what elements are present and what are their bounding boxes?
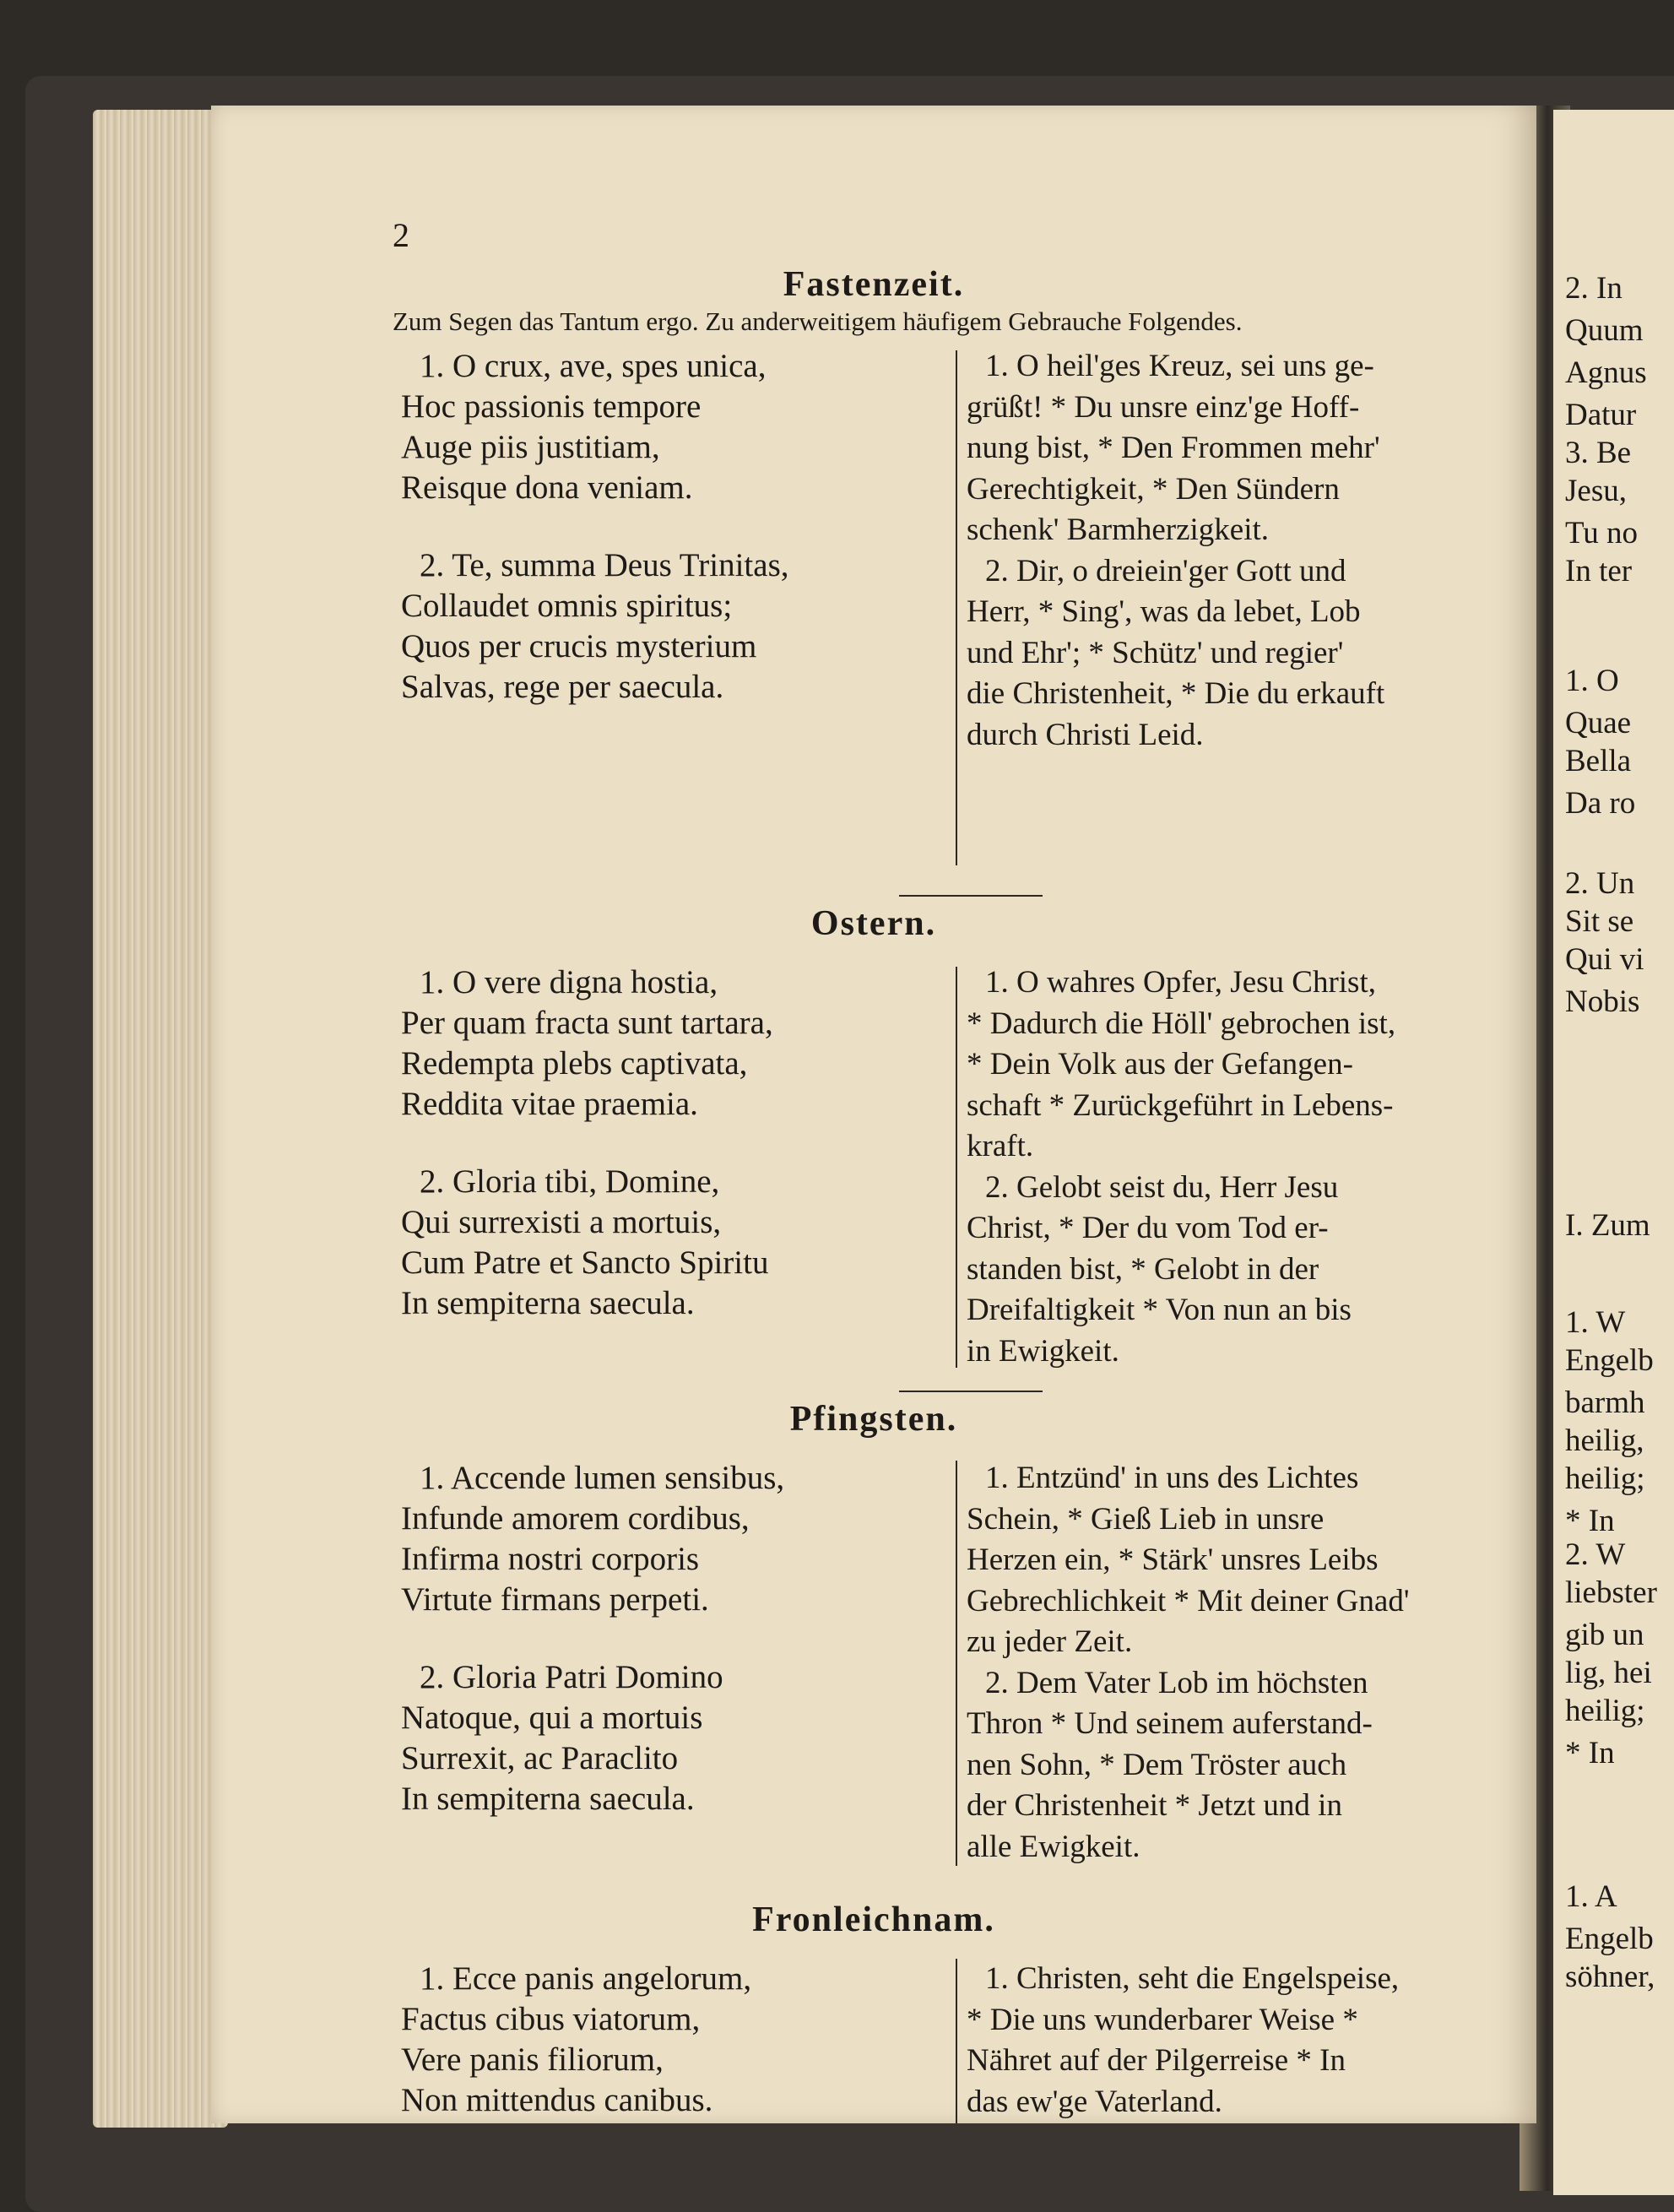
facing-page-line: 1. W: [1565, 1305, 1626, 1340]
verse-line: 2. Te, summa Deus Trinitas,: [420, 547, 789, 583]
facing-page-line: Sit se: [1565, 904, 1634, 939]
section-title-fronleichnam: Fronleichnam.: [752, 1900, 995, 1939]
verse-line: Salvas, rege per saecula.: [401, 669, 724, 705]
verse-line: 2. Dem Vater Lob im höchsten: [985, 1665, 1368, 1700]
verse-line: Virtute firmans perpeti.: [401, 1581, 709, 1618]
verse-line: in Ewigkeit.: [967, 1333, 1119, 1369]
verse-line: 1. Accende lumen sensibus,: [420, 1460, 785, 1496]
verse-line: Gebrechlichkeit * Mit deiner Gnad': [967, 1583, 1410, 1618]
page-edges: [93, 110, 228, 2128]
verse-line: 2. Gloria tibi, Domine,: [420, 1163, 720, 1200]
verse-line: Dreifaltigkeit * Von nun an bis: [967, 1293, 1352, 1327]
verse-line: Infirma nostri corporis: [401, 1541, 700, 1577]
verse-line: Thron * Und seinem auferstand-: [967, 1706, 1373, 1741]
verse-line: 1. Christen, seht die Engelspeise,: [985, 1961, 1400, 1996]
facing-page-line: gib un: [1565, 1618, 1644, 1652]
verse-line: Infunde amorem cordibus,: [401, 1500, 750, 1537]
verse-line: * Dein Volk aus der Gefangen-: [967, 1047, 1353, 1082]
verse-line: 1. O heil'ges Kreuz, sei uns ge-: [985, 349, 1374, 383]
facing-page-line: Quum: [1565, 313, 1644, 348]
german-hymn-pfingsten: [967, 1458, 1558, 1868]
verse-line: Reisque dona veniam.: [401, 469, 693, 506]
facing-page-line: barmh: [1565, 1385, 1645, 1420]
german-hymn-ostern: [967, 962, 1558, 1372]
facing-page-line: In ter: [1565, 554, 1633, 588]
verse-line: Quos per crucis mysterium: [401, 628, 757, 664]
german-verse: [967, 551, 1558, 756]
facing-page-line: * In: [1565, 1504, 1615, 1538]
verse-line: das ew'ge Vaterland.: [967, 2084, 1222, 2119]
facing-page-line: Tu no: [1565, 516, 1639, 550]
german-verse: [967, 346, 1558, 551]
verse-line: Per quam fracta sunt tartara,: [401, 1005, 773, 1041]
facing-page-line: Agnus: [1565, 355, 1647, 390]
verse-line: Collaudet omnis spiritus;: [401, 588, 733, 624]
facing-page: [1553, 110, 1674, 2195]
verse-line: In sempiterna saecula.: [401, 1285, 695, 1321]
verse-line: Natoque, qui a mortuis: [401, 1700, 703, 1736]
german-verse: [967, 1663, 1558, 1868]
section-title-ostern: Ostern.: [810, 904, 937, 943]
latin-verse: [401, 346, 941, 508]
verse-line: Vere panis filiorum,: [401, 2041, 664, 2078]
verse-line: Auge piis justitiam,: [401, 429, 660, 465]
facing-page-line: 2. W: [1565, 1537, 1626, 1572]
facing-page-line: heilig;: [1565, 1461, 1645, 1496]
verse-line: 1. O vere digna hostia,: [420, 964, 718, 1000]
verse-line: nung bist, * Den Frommen mehr': [967, 431, 1380, 465]
verse-line: 1. Ecce panis angelorum,: [420, 1960, 752, 1997]
facing-page-line: liebster: [1565, 1575, 1657, 1610]
latin-hymn-ostern: [401, 962, 941, 1324]
facing-page-line: lig, hei: [1565, 1656, 1652, 1690]
german-verse: [967, 1959, 1558, 2123]
latin-hymn-pfingsten: [401, 1458, 941, 1819]
facing-page-line: Da ro: [1565, 786, 1636, 821]
verse-line: Non mittendus canibus.: [401, 2082, 713, 2118]
facing-page-line: 1. A: [1565, 1879, 1617, 1914]
section-divider: [899, 895, 1043, 897]
verse-line: Surrexit, ac Paraclito: [401, 1740, 679, 1776]
verse-line: schenk' Barmherzigkeit.: [967, 512, 1270, 547]
facing-page-line: söhner,: [1565, 1960, 1655, 1994]
verse-line: kraft.: [967, 1129, 1034, 1163]
verse-line: Cum Patre et Sancto Spiritu: [401, 1244, 769, 1281]
facing-page-line: heilig,: [1565, 1423, 1644, 1458]
latin-hymn-fastenzeit: [401, 346, 941, 708]
verse-line: zu jeder Zeit.: [967, 1624, 1133, 1659]
verse-line: Herzen ein, * Stärk' unsres Leibs: [967, 1542, 1379, 1577]
verse-line: 1. O wahres Opfer, Jesu Christ,: [985, 965, 1376, 1000]
facing-page-line: Bella: [1565, 744, 1632, 778]
verse-line: Qui surrexisti a mortuis,: [401, 1204, 722, 1240]
latin-verse: [401, 1657, 941, 1819]
verse-line: Hoc passionis tempore: [401, 388, 702, 425]
german-verse: [967, 962, 1558, 1168]
facing-page-line: Datur: [1565, 398, 1637, 432]
facing-page-line: Engelb: [1565, 1922, 1654, 1956]
verse-line: grüßt! * Du unsre einz'ge Hoff-: [967, 389, 1360, 425]
verse-line: Christ, * Der du vom Tod er-: [967, 1211, 1329, 1245]
latin-verse: [401, 545, 941, 708]
latin-verse: [401, 962, 941, 1125]
verse-line: 2. Dir, o dreiein'ger Gott und: [985, 553, 1346, 588]
german-verse: [967, 1168, 1558, 1373]
facing-page-line: heilig;: [1565, 1694, 1645, 1728]
verse-line: Factus cibus viatorum,: [401, 2001, 701, 2037]
facing-page-line: Nobis: [1565, 984, 1640, 1019]
verse-line: Redempta plebs captivata,: [401, 1045, 748, 1082]
column-divider: [956, 967, 957, 1368]
verse-line: standen bist, * Gelobt in der: [967, 1251, 1319, 1287]
latin-verse: [401, 1959, 941, 2121]
facing-page-line: Engelb: [1565, 1343, 1654, 1378]
facing-page-line: 2. In: [1565, 271, 1623, 306]
verse-line: Reddita vitae praemia.: [401, 1086, 698, 1122]
facing-page-line: Quae: [1565, 706, 1632, 740]
book-page: [211, 106, 1536, 2123]
verse-line: durch Christi Leid.: [967, 717, 1204, 752]
facing-page-line: * In: [1565, 1736, 1615, 1770]
verse-line: alle Ewigkeit.: [967, 1829, 1140, 1864]
page-number: 2: [393, 216, 409, 254]
section-divider: [899, 1391, 1043, 1392]
latin-verse: [401, 1458, 941, 1620]
german-hymn-fastenzeit: [967, 346, 1558, 756]
rubric: Zum Segen das Tantum ergo. Zu anderweitigem häufigem Gebrauche Folgendes.: [393, 306, 1243, 336]
verse-line: 1. O crux, ave, spes unica,: [420, 348, 767, 384]
verse-line: 2. Gloria Patri Domino: [420, 1659, 723, 1695]
column-divider: [956, 350, 957, 865]
verse-line: der Christenheit * Jetzt und in: [967, 1788, 1342, 1823]
verse-line: In sempiterna saecula.: [401, 1781, 695, 1817]
verse-line: die Christenheit, * Die du erkauft: [967, 676, 1385, 711]
verse-line: * Dadurch die Höll' gebrochen ist,: [967, 1006, 1396, 1041]
verse-line: Gerechtigkeit, * Den Sündern: [967, 471, 1340, 507]
verse-line: und Ehr'; * Schütz' und regier': [967, 635, 1344, 670]
facing-page-line: 3. Be: [1565, 436, 1632, 470]
section-title-fastenzeit: Fastenzeit.: [783, 265, 965, 304]
verse-line: nen Sohn, * Dem Tröster auch: [967, 1747, 1347, 1782]
latin-hymn-fronleichnam: [401, 1959, 941, 2121]
verse-line: schaft * Zurückgeführt in Lebens-: [967, 1087, 1394, 1123]
section-title-pfingsten: Pfingsten.: [789, 1400, 958, 1439]
verse-line: Herr, * Sing', was da lebet, Lob: [967, 594, 1361, 629]
verse-line: Nähret auf der Pilgerreise * In: [967, 2043, 1346, 2078]
latin-verse: [401, 1162, 941, 1324]
verse-line: Schein, * Gieß Lieb in unsre: [967, 1501, 1325, 1537]
column-divider: [956, 1461, 957, 1866]
verse-line: * Die uns wunderbarer Weise *: [967, 2002, 1358, 2037]
german-verse: [967, 1458, 1558, 1663]
verse-line: 2. Gelobt seist du, Herr Jesu: [985, 1169, 1339, 1205]
german-hymn-fronleichnam: [967, 1959, 1558, 2123]
facing-page-line: Jesu,: [1565, 474, 1627, 508]
facing-page-line: I. Zum: [1565, 1208, 1650, 1243]
column-divider: [956, 1959, 957, 2123]
verse-line: 1. Entzünd' in uns des Lichtes: [985, 1461, 1359, 1495]
facing-page-line: Qui vi: [1565, 942, 1644, 977]
facing-page-line: 1. O: [1565, 664, 1619, 698]
facing-page-line: 2. Un: [1565, 866, 1635, 901]
